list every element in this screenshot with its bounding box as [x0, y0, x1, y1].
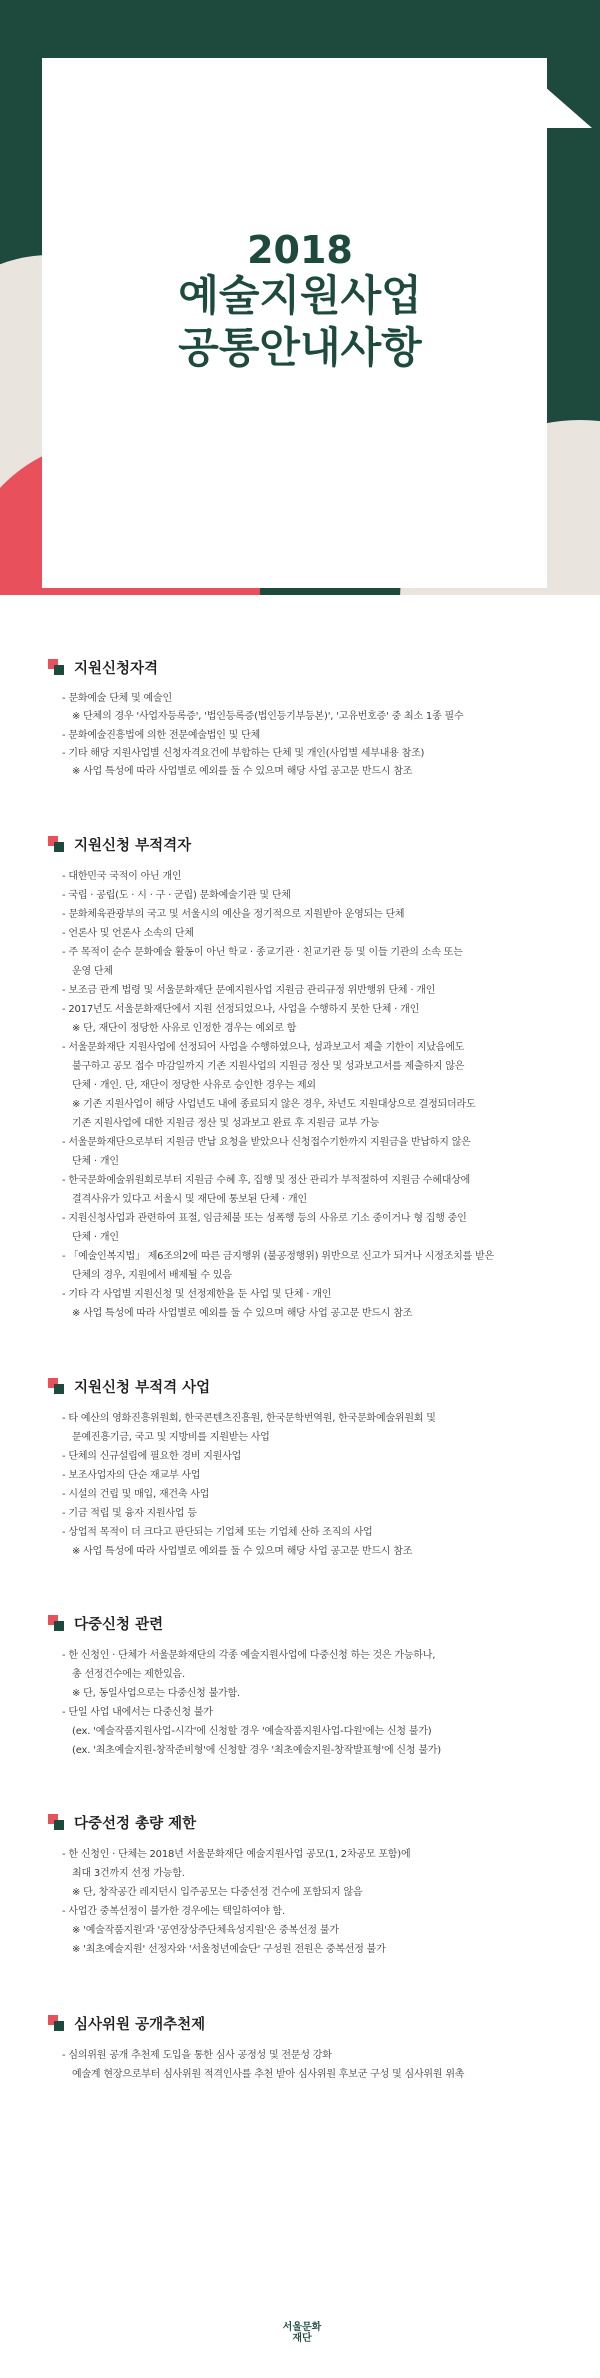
list-item: - 보조사업자의 단순 재교부 사업: [62, 1470, 201, 1481]
list-item: - 한국문화예술위원회로부터 지원금 수혜 후, 집행 및 정산 관리가 부적절하여 지원금 수혜대상에: [62, 1175, 471, 1186]
list-item: - 기타 각 사업별 지원신청 및 선정제한을 둔 사업 및 단체 · 개인: [62, 1289, 332, 1300]
org-line-2: FOR ARTS AND CULTURE: [70, 78, 207, 90]
section-title: 심사위원 공개추천제: [74, 2016, 206, 2033]
list-item: - 보조금 관계 법령 및 서울문화재단 문예지원사업 지원금 관리규정 위반행위 단체 · 개인: [62, 985, 436, 996]
section-title: 다중선정 총량 제한: [74, 1815, 197, 1832]
list-item-continued: 단체 · 개인. 단, 재단이 정당한 사유로 승인한 경우는 제외: [72, 1080, 316, 1091]
list-item: - 단일 사업 내에서는 다중신청 불가: [62, 1707, 213, 1718]
section-bullet-icon: [48, 2015, 64, 2031]
list-item: - 상업적 목적이 더 크다고 판단되는 기업체 또는 기업체 산하 조직의 사업: [62, 1527, 373, 1538]
organization-name: [70, 60, 207, 92]
list-item: - 「예술인복지법」 제6조의2에 따른 금지행위 (불공정행위) 위반으로 신고가 되거나 시정조치를 받은: [62, 1251, 495, 1262]
list-item: - 사업간 중복선정이 불가한 경우에는 택일하여야 함.: [62, 1906, 285, 1917]
section-bullet-icon: [48, 1615, 64, 1631]
list-item-continued: 결격사유가 있다고 서울시 및 재단에 통보된 단체 · 개인: [72, 1194, 307, 1205]
example-item: (ex. '최초예술지원-창작준비형'에 신청할 경우 '최초예술지원-창작발표형'에 신청 불가): [72, 1745, 441, 1756]
list-item-continued: 불구하고 공모 접수 마감일까지 기존 지원사업의 지원금 정산 및 성과보고서를 제출하지 않은: [72, 1061, 465, 1072]
note-item: ※ 기존 지원사업이 해당 사업년도 내에 종료되지 않은 경우, 차년도 지원대상으로 결정되더라도: [72, 1099, 476, 1110]
section-heading-judge-recommendation: [48, 2012, 205, 2034]
section-title: 지원신청 부적격 사업: [74, 1379, 211, 1396]
logo-line-2: 재단: [292, 2333, 312, 2344]
section-heading-ineligible-projects: [48, 1375, 210, 1397]
section-heading-multiple-applications: [48, 1612, 163, 1634]
list-item-continued: 문예진흥기금, 국고 및 지방비를 지원받는 사업: [72, 1432, 270, 1443]
list-item: - 한 신청인 · 단체는 2018년 서울문화재단 예술지원사업 공모(1, 2차공모 포함)에: [62, 1849, 411, 1860]
list-item: - 서울문화재단 지원사업에 선정되어 사업을 수행하였으나, 성과보고서 제출 기한이 지났음에도: [62, 1042, 465, 1053]
list-item: - 한 신청인 · 단체가 서울문화재단의 각종 예술지원사업에 다중신청 하는 것은 가능하나,: [62, 1650, 436, 1661]
list-item: - 2017년도 서울문화재단에서 지원 선정되었으나, 사업을 수행하지 못한 단체 · 개인: [62, 1004, 420, 1015]
list-item: - 문화예술진흥법에 의한 전문예술법인 및 단체: [62, 730, 261, 741]
note-item: ※ '예술작품지원'과 '공연장상주단체육성지원'은 중복선정 불가: [72, 1925, 339, 1936]
list-item-continued: 단체 · 개인: [72, 1156, 119, 1167]
list-item-continued: 최대 3건까지 선정 가능함.: [72, 1868, 185, 1879]
hero-title-line-2: 공통안내사항: [178, 323, 422, 372]
hero-year: 2018: [247, 228, 353, 272]
section-bullet-icon: [48, 659, 64, 675]
note-item: ※ 사업 특성에 따라 사업별로 예외를 둘 수 있으며 해당 사업 공고문 반드시 참조: [72, 1308, 413, 1319]
foundation-logo: [282, 2322, 322, 2344]
list-item-continued: 단체의 경우, 지원에서 배제될 수 있음: [72, 1270, 232, 1281]
list-item-continued: 운영 단체: [72, 966, 113, 977]
note-item: ※ '최초예술지원' 선정자와 '서울청년예술단' 구성원 전원은 중복선정 불가: [72, 1944, 386, 1955]
section-title: 지원신청자격: [74, 660, 159, 677]
list-item: - 기타 해당 지원사업별 신청자격요건에 부합하는 단체 및 개인(사업별 세부내용 참조): [62, 748, 425, 759]
list-item: - 지원신청사업과 관련하여 표절, 임금체불 또는 성폭행 등의 사유로 기소 중이거나 형 집행 중인: [62, 1213, 467, 1224]
section-heading-eligibility: [48, 656, 158, 678]
hero-card-tail: [512, 58, 592, 128]
list-item-continued: 단체 · 개인: [72, 1232, 119, 1243]
list-item: - 주 목적이 순수 문화예술 활동이 아닌 학교 · 종교기관 · 친교기관 등 및 이들 기관의 소속 또는: [62, 947, 463, 958]
hero-banner: [0, 0, 600, 610]
list-item: - 시설의 건립 및 매입, 재건축 사업: [62, 1489, 210, 1500]
list-item: - 문화체육관광부의 국고 및 서울시의 예산을 정기적으로 지원받아 운영되는 단체: [62, 909, 405, 920]
note-item: ※ 단, 동일사업으로는 다중신청 불가함.: [72, 1688, 240, 1699]
note-item-continued: 기존 지원사업에 대한 지원금 정산 및 성과보고 완료 후 지원금 교부 가능: [72, 1118, 380, 1129]
section-bullet-icon: [48, 1814, 64, 1830]
list-item: - 대한민국 국적이 아닌 개인: [62, 871, 182, 882]
section-heading-ineligible-applicants: [48, 833, 191, 855]
section-heading-selection-limit: [48, 1811, 196, 1833]
note-item: ※ 단, 재단이 정당한 사유로 인정한 경우는 예외로 함: [72, 1023, 297, 1034]
list-item: - 국립 · 공립(도 · 시 · 구 · 군립) 문화예술기관 및 단체: [62, 890, 291, 901]
section-bullet-icon: [48, 1378, 64, 1394]
note-item: ※ 단체의 경우 '사업자등록증', '법인등록증(법인등기부등본)', '고유번호증' 중 최소 1종 필수: [72, 711, 464, 722]
section-title: 지원신청 부적격자: [74, 837, 192, 854]
list-item: - 단체의 신규설립에 필요한 경비 지원사업: [62, 1451, 242, 1462]
list-item: - 문화예술 단체 및 예술인: [62, 693, 172, 704]
list-item: - 타 예산의 영화진흥위원회, 한국콘텐츠진흥원, 한국문학번역원, 한국문화예술위원회 및: [62, 1413, 436, 1424]
section-title: 다중신청 관련: [74, 1616, 164, 1633]
org-line-1: SEOUL FOUNDATION: [70, 62, 183, 74]
list-item: - 서울문화재단으로부터 지원금 반납 요청을 받았으나 신청접수기한까지 지원금을 반납하지 않은: [62, 1137, 471, 1148]
note-item: ※ 단, 창작공간 레지던시 입주공모는 다중선정 건수에 포함되지 않음: [72, 1887, 363, 1898]
hero-title-line-1: 예술지원사업: [178, 271, 422, 320]
list-item-continued: 총 선정건수에는 제한있음.: [72, 1669, 185, 1680]
list-item: - 기금 적립 및 융자 지원사업 등: [62, 1508, 197, 1519]
section-bullet-icon: [48, 836, 64, 852]
list-item-continued: 예술계 현장으로부터 심사위원 적격인사를 추천 받아 심사위원 후보군 구성 및 심사위원 위촉: [72, 2069, 465, 2080]
note-item: ※ 사업 특성에 따라 사업별로 예외를 둘 수 있으며 해당 사업 공고문 반드시 참조: [72, 766, 413, 777]
list-item: - 심의위원 공개 추천제 도입을 통한 심사 공정성 및 전문성 강화: [62, 2050, 332, 2061]
list-item: - 언론사 및 언론사 소속의 단체: [62, 928, 194, 939]
hero-bottom-strip: [0, 595, 600, 610]
note-item: ※ 사업 특성에 따라 사업별로 예외를 둘 수 있으며 해당 사업 공고문 반드시 참조: [72, 1546, 413, 1557]
example-item: (ex. '예술작품지원사업-시각'에 신청할 경우 '예술작품지원사업-다원'에는 신청 불가): [72, 1726, 432, 1737]
logo-line-1: 서울문화: [282, 2322, 322, 2333]
